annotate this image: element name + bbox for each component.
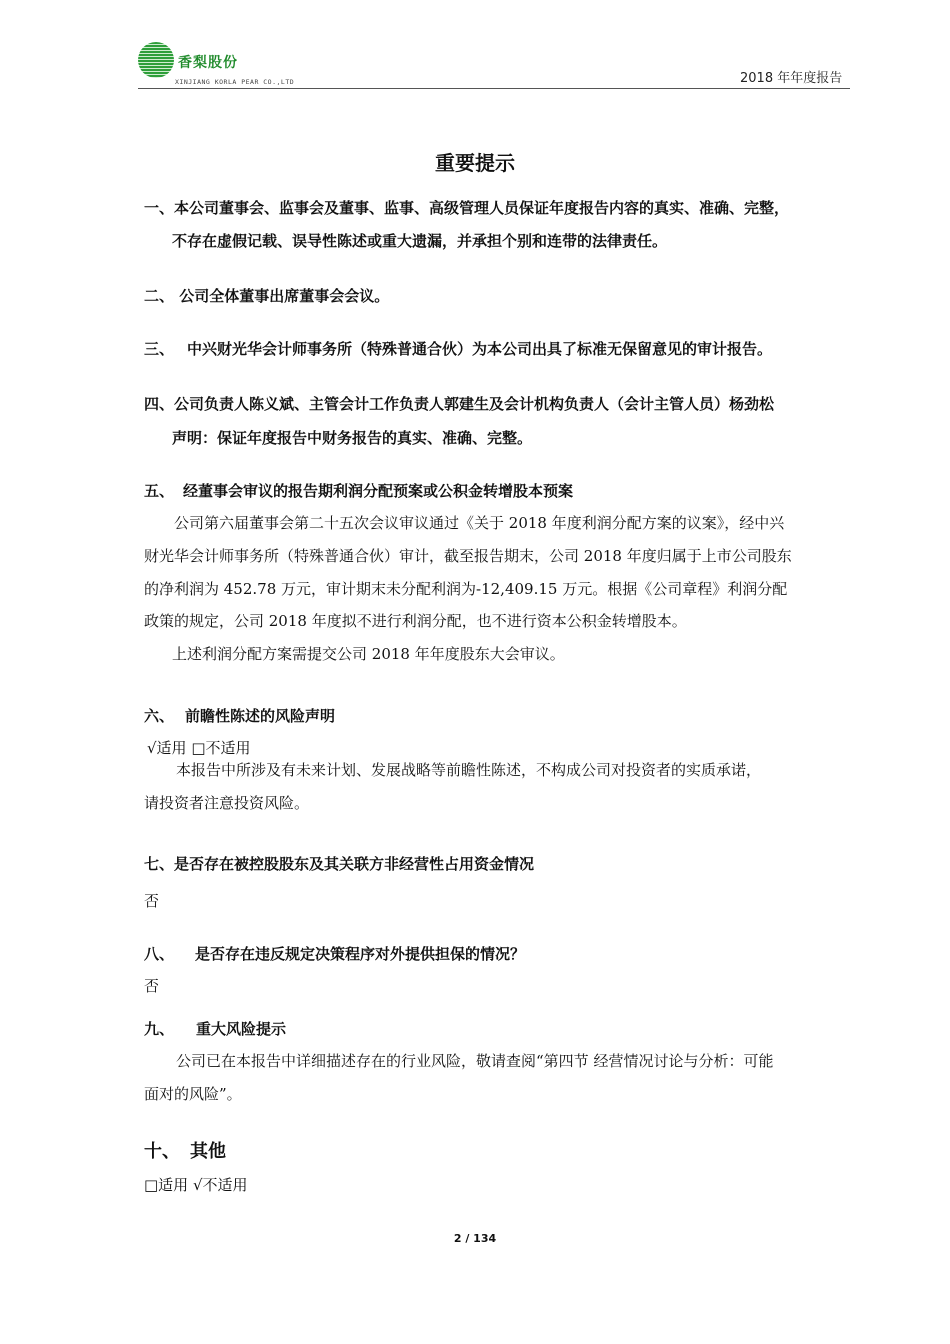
section-3-number: 三、 xyxy=(144,340,175,358)
company-logo-icon xyxy=(138,42,174,78)
section-1-line-1: 一、本公司董事会、监事会及董事、监事、高级管理人员保证年度报告内容的真实、准确、完整， xyxy=(144,199,790,217)
section-6-paragraph-line-1: 本报告中所涉及有未来计划、发展战略等前瞻性陈述，不构成公司对投资者的实质承诺， xyxy=(176,761,762,779)
section-1-line-2: 不存在虚假记载、误导性陈述或重大遗漏，并承担个别和连带的法律责任。 xyxy=(172,232,668,250)
section-8-number: 八、 xyxy=(144,945,175,963)
section-9-number: 九、 xyxy=(144,1020,175,1038)
report-title: 2018 年年度报告 xyxy=(740,71,843,86)
section-4-line-2: 声明：保证年度报告中财务报告的真实、准确、完整。 xyxy=(172,429,533,447)
section-5-paragraph-line-1: 公司第六届董事会第二十五次会议审议通过《关于 2018 年度利润分配方案的议案》，经中兴 xyxy=(174,514,785,532)
section-9-paragraph-line-2: 面对的风险”。 xyxy=(144,1085,242,1103)
section-5-paragraph-line-2: 财光华会计师事务所（特殊普通合伙）审计，截至报告期末，公司 2018 年度归属于上市公司股东 xyxy=(144,547,792,565)
section-3-text: 中兴财光华会计师事务所（特殊普通合伙）为本公司出具了标准无保留意见的审计报告。 xyxy=(187,340,773,358)
section-6-number: 六、 xyxy=(144,707,175,725)
section-6-heading: 前瞻性陈述的风险声明 xyxy=(185,707,336,725)
section-6-applicability: √适用 □不适用 xyxy=(147,739,251,757)
section-8-answer: 否 xyxy=(144,977,160,995)
header-divider xyxy=(138,88,850,89)
logo-subtitle: XINJIANG KORLA PEAR CO.,LTD xyxy=(175,78,295,86)
section-5-paragraph-line-3: 的净利润为 452.78 万元，审计期末未分配利润为-12,409.15 万元。根据《公司章程》利润分配 xyxy=(144,580,788,598)
section-9-paragraph-line-1: 公司已在本报告中详细描述存在的行业风险，敬请查阅“第四节 经营情况讨论与分析：可能 xyxy=(176,1052,774,1070)
section-8-heading: 是否存在违反规定决策程序对外提供担保的情况？ xyxy=(195,945,526,963)
section-10-applicability: □适用 √不适用 xyxy=(144,1176,248,1194)
section-9-heading: 重大风险提示 xyxy=(196,1020,287,1038)
section-2: 二、 公司全体董事出席董事会会议。 xyxy=(144,287,390,305)
section-5-number: 五、 xyxy=(144,482,175,500)
section-4-line-1: 四、公司负责人陈义斌、主管会计工作负责人郭建生及会计机构负责人（会计主管人员）杨劲松 xyxy=(144,395,775,413)
section-7-heading: 七、是否存在被控股股东及其关联方非经营性占用资金情况 xyxy=(144,855,535,873)
section-7-answer: 否 xyxy=(144,892,160,910)
section-5-heading: 经董事会审议的报告期利润分配预案或公积金转增股本预案 xyxy=(183,482,574,500)
page-number: 2 / 134 xyxy=(453,1232,497,1245)
section-10-heading: 其他 xyxy=(190,1141,226,1162)
logo-text: 香梨股份 xyxy=(178,55,238,71)
section-10-number: 十、 xyxy=(144,1141,180,1162)
section-5-paragraph-line-5: 上述利润分配方案需提交公司 2018 年年度股东大会审议。 xyxy=(172,645,565,663)
page-title: 重要提示 xyxy=(435,151,515,175)
section-6-paragraph-line-2: 请投资者注意投资风险。 xyxy=(144,794,310,812)
section-5-paragraph-line-4: 政策的规定，公司 2018 年度拟不进行利润分配，也不进行资本公积金转增股本。 xyxy=(144,612,687,630)
